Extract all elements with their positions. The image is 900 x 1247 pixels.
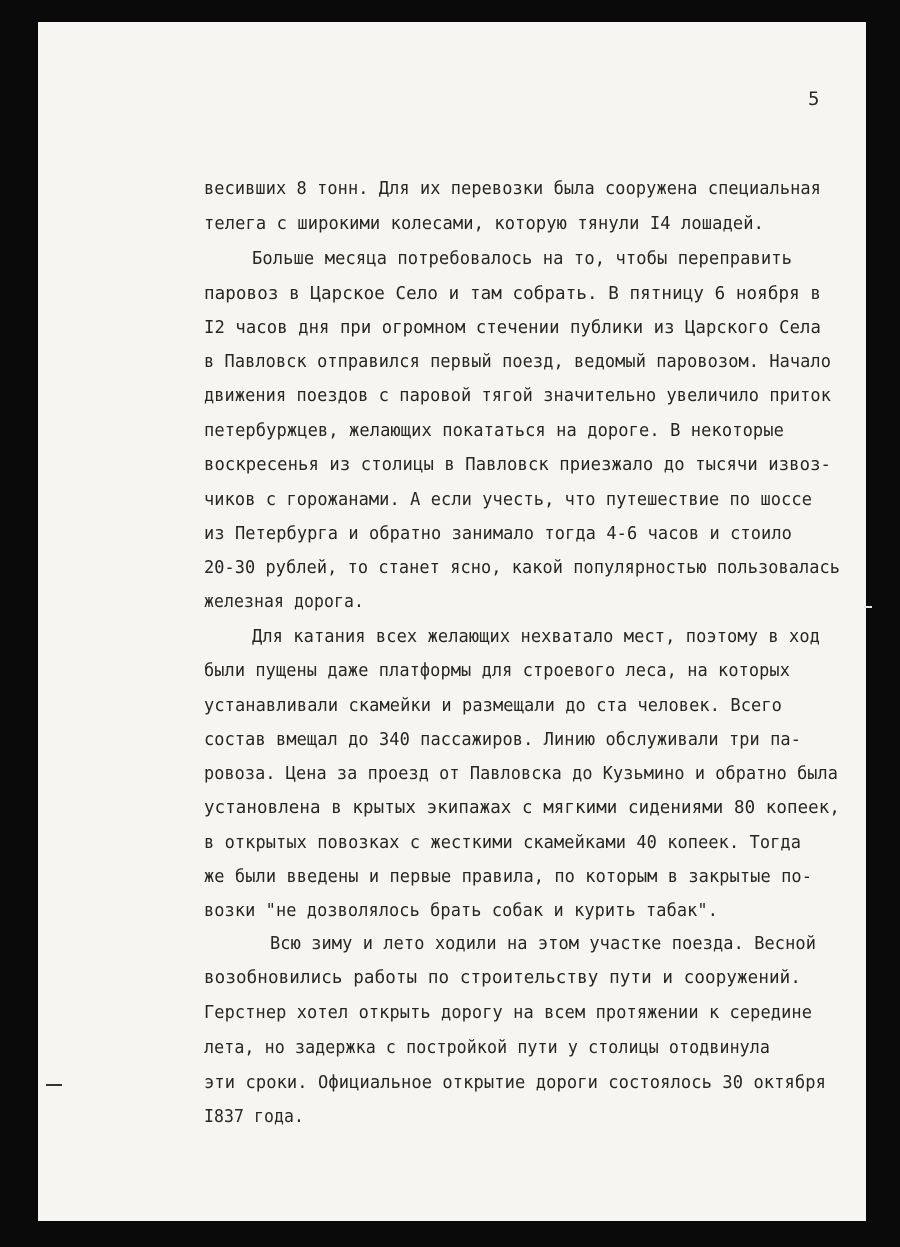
text-line: Для катания всех желающих нехватало мест, поэтому в ход — [252, 627, 821, 647]
text-line: Больше месяца потребовалось на то, чтобы переправить — [252, 249, 793, 269]
text-line: петербуржцев, желающих покататься на дороге. В некоторые — [204, 421, 785, 441]
text-line: из Петербурга и обратно занимало тогда 4-6 часов и стоило — [204, 524, 793, 544]
text-line: возобновились работы по строительству пути и сооружений. — [204, 968, 801, 988]
text-line: Герстнер хотел открыть дорогу на всем протяжении к середине — [204, 1003, 813, 1023]
margin-mark — [46, 1084, 62, 1086]
text-line: Всю зиму и лето ходили на этом участке поезда. Весной — [270, 934, 817, 954]
text-line: в открытых повозках с жесткими скамейками 40 копеек. Тогда — [204, 833, 802, 853]
text-line: в Павловск отправился первый поезд, ведомый паровозом. Начало — [204, 352, 831, 372]
text-line: телега с широкими колесами, которую тянули I4 лошадей. — [204, 214, 764, 234]
text-line: были пущены даже платформы для строевого леса, на которых — [204, 661, 791, 681]
text-line: ровоза. Цена за проезд от Павловска до Кузьмино и обратно была — [204, 764, 838, 784]
text-line: весивших 8 тонн. Для их перевозки была сооружена специальная — [204, 179, 821, 199]
text-line: паровоз в Царское Село и там собрать. В пятницу 6 ноября в — [204, 284, 822, 304]
edge-mark — [864, 606, 872, 608]
text-line: эти сроки. Официальное открытие дороги состоялось 30 октября — [204, 1073, 827, 1093]
text-line: железная дорога. — [204, 592, 364, 612]
text-line: I2 часов дня при огромном стечении публики из Царского Села — [204, 318, 821, 338]
text-line: лета, но задержка с постройкой пути у столицы отодвинула — [204, 1038, 771, 1058]
text-line: же были введены и первые правила, по которым в закрытые по- — [204, 867, 813, 887]
text-line: установлена в крытых экипажах с мягкими сидениями 80 копеек, — [204, 798, 840, 818]
text-line: состав вмещал до 340 пассажиров. Линию обслуживали три па- — [204, 730, 802, 750]
text-line: возки "не дозволялось брать собак и курить табак". — [204, 901, 718, 921]
text-line: воскресенья из столицы в Павловск приезжало до тысячи извоз- — [204, 455, 831, 475]
text-line: чиков с горожанами. А если учесть, что путешествие по шоссе — [204, 490, 813, 510]
text-line: движения поездов с паровой тягой значительно увеличило приток — [204, 386, 831, 406]
text-line: устанавливали скамейки и размещали до ста человек. Всего — [204, 696, 782, 716]
text-line: 20-30 рублей, то станет ясно, какой популярностью пользовалась — [204, 558, 841, 578]
page-number: 5 — [808, 88, 820, 110]
text-line: I837 года. — [204, 1107, 304, 1127]
